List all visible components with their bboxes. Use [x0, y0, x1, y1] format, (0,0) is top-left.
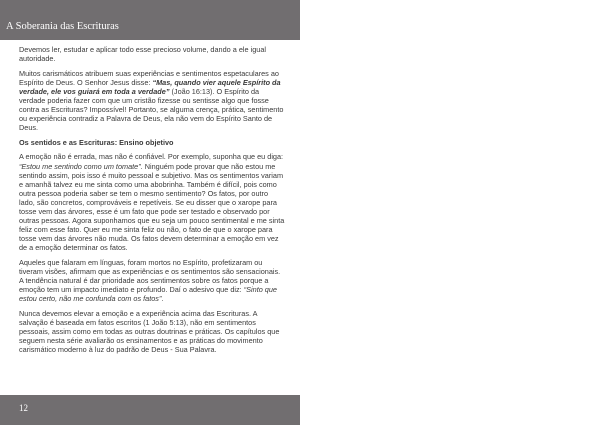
paragraph-5: Nunca devemos elevar a emoção e a experiência acima das Escrituras. A salvação é baseada em fatos escritos (1 João 5:13), não em sentimentos pessoais, assim como em todas as outras doutrinas e práticas. Os capítulos que seguem nesta série avaliarão os ensinamentos e as práticas do movimento carismático moderno à luz do padrão de Deus - Sua Palavra.: [19, 308, 280, 355]
paragraph-4: [19, 258, 285, 303]
paragraph-2: [19, 69, 285, 133]
paragraph-3: [19, 152, 285, 252]
page-footer: [0, 395, 300, 425]
section-heading: Os sentidos e as Escrituras: Ensino objetivo: [19, 137, 174, 147]
paragraph-4-text-a: Aqueles que falaram em línguas, foram mortos no Espírito, profetizaram ou tiveram visões, afirmam que as experiências e os sentimentos são sensacionais. A tendência natural é dar prioridade aos sentimentos sobre os fatos porque a emoção tem um impacto imediato e profundo. Daí o adesivo que diz:: [19, 257, 281, 295]
body-text: [19, 45, 285, 354]
paragraph-3-quote: “Estou me sentindo como um tomate”: [19, 161, 141, 171]
running-header: [0, 0, 300, 40]
paragraph-3-text-b: . Ninguém pode provar que não estou me sentindo assim, pois isso é muito pessoal e subjetivo. Mas os sentimentos variam e amanhã talvez eu me sinta como uma abobrinha. Também é difícil, pois como outra pessoa poderia saber se tem o mesmo sentimento? Os fatos, por outro lado, são concretos, comprováveis e repetíveis. Se eu disser que o xarope para tosse vem das árvores, esse é um fato que pode ser testado e observado por outras pessoas. Agora suponhamos que eu seja um pouco sentimental e me sinta feliz com esse fato. Quer eu me sinta feliz ou não, o fato de que o xarope para tosse vem das árvores não muda. Os fatos devem determinar a emoção em vez de a emoção determinar os fatos.: [19, 161, 285, 253]
blank-facing-page: [300, 0, 600, 425]
paragraph-2-text-a: Muitos carismáticos atribuem suas experiências e sentimentos espetaculares ao Espírito de Deus. O Senhor Jesus disse:: [19, 68, 279, 87]
paragraph-3-text-a: A emoção não é errada, mas não é confiável. Por exemplo, suponha que eu diga:: [19, 152, 284, 162]
paragraph-4-text-b: .: [161, 294, 164, 304]
paragraph-2-bible-quote: “Mas, quando vier aquele Espírito da verdade, ele vos guiará em toda a verdade”: [19, 77, 281, 96]
paragraph-4-quote: “Sinto que estou certo, não me confunda com os fatos”: [19, 285, 277, 304]
running-header-title: A Soberania das Escrituras: [6, 21, 119, 32]
page-number: 12: [19, 403, 28, 413]
paragraph-1: Devemos ler, estudar e aplicar todo esse precioso volume, dando a ele igual autoridade.: [19, 45, 267, 64]
paragraph-2-text-b: (João 16:13). O Espírito da verdade poderia fazer com que um cristão fizesse ou sentisse algo que fosse contra as Escrituras? Impossível! Portanto, se alguma crença, prática, sentimento ou experiência contradiz a Palavra de Deus, ela não vem do Espírito Santo de Deus.: [19, 86, 284, 133]
